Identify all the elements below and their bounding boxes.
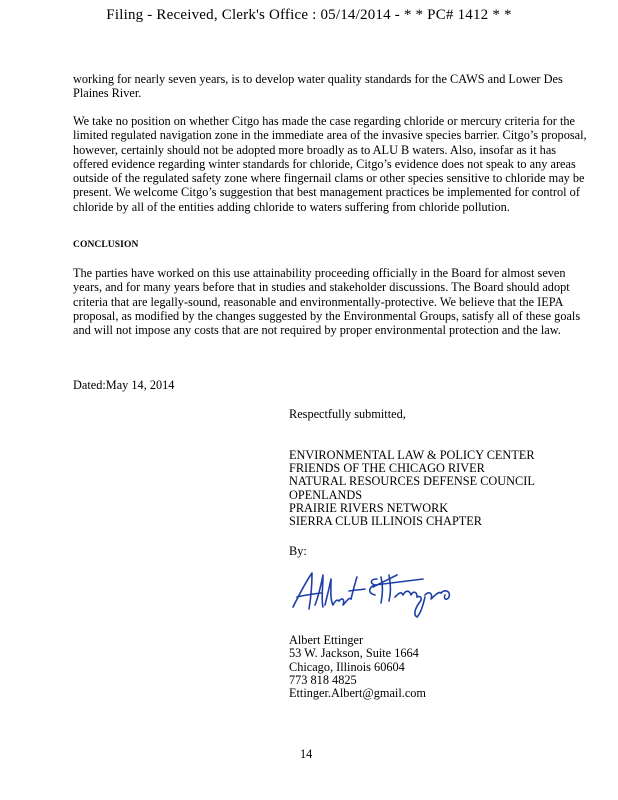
organization-item: NATURAL RESOURCES DEFENSE COUNCIL	[289, 474, 535, 489]
signature-ink	[293, 573, 449, 617]
paragraph-citgo: We take no position on whether Citgo has made the case regarding chloride or mercury criteria for the limited regulated navigation zone in the immediate area of the invasive species barrier. Citgo’s proposal, however, certainly should not be adopted more broadly as to ALU B waters. Also, insofar as it has offered evidence regarding winter standards for chloride, Citgo’s evidence does not speak to any areas outside of the regulated safety zone where fingernail clams or other species sensitive to chloride may be present. We welcome Citgo’s suggestion that best management practices be implemented for control of chloride by all of the entities adding chloride to waters suffering from chloride pollution.	[73, 114, 587, 214]
organization-item: FRIENDS OF THE CHICAGO RIVER	[289, 461, 485, 476]
organization-item: ENVIRONMENTAL LAW & POLICY CENTER	[289, 448, 535, 462]
organization-item: OPENLANDS	[289, 487, 363, 502]
conclusion-heading: CONCLUSION	[73, 240, 139, 250]
date-line: Dated:May 14, 2014	[73, 378, 175, 392]
contact-block	[289, 634, 426, 700]
contact-name: Albert Ettinger	[289, 633, 364, 647]
contact-address-line2: Chicago, Illinois 60604	[289, 659, 405, 674]
paragraph-continuation: working for nearly seven years, is to develop water quality standards for the CAWS and Lower Des Plaines River.	[73, 72, 563, 101]
closing-line: Respectfully submitted,	[289, 407, 406, 421]
contact-phone: 773 818 4825	[289, 672, 357, 687]
page-number: 14	[300, 747, 313, 761]
filing-header: Filing - Received, Clerk's Office : 05/14/2014 - * * PC# 1412 * *	[106, 7, 512, 23]
by-label: By:	[289, 544, 307, 558]
organization-item: PRAIRIE RIVERS NETWORK	[289, 500, 449, 515]
paragraph-conclusion: The parties have worked on this use attainability proceeding officially in the Board for almost seven years, and for many years before that in studies and stakeholder discussions. The Board should adopt criteria that are legally-sound, reasonable and environmentally-protective. We believe that the IEPA proposal, as modified by the changes suggested by the Environmental Groups, satisfy all of these goals and will not impose any costs that are not required by proper environmental protection and the law.	[73, 266, 581, 338]
contact-address-line1: 53 W. Jackson, Suite 1664	[289, 646, 419, 661]
organization-list	[289, 449, 535, 528]
handwritten-signature	[285, 565, 475, 625]
organization-item: SIERRA CLUB ILLINOIS CHAPTER	[289, 514, 483, 529]
contact-email: Ettinger.Albert@gmail.com	[289, 686, 426, 701]
